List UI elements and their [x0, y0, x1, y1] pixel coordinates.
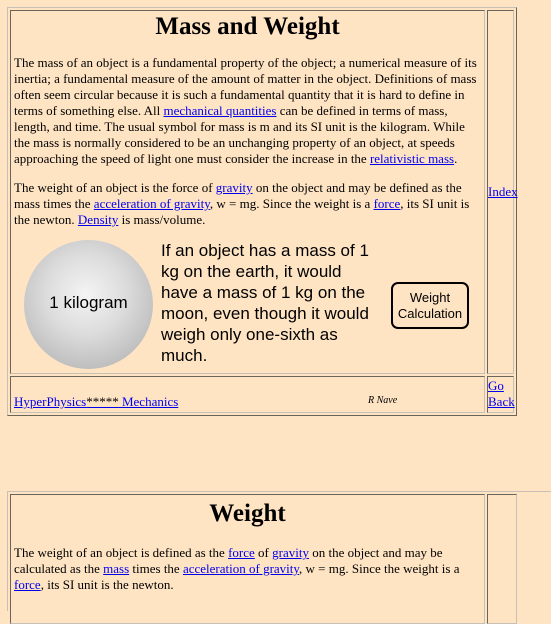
main-content-cell: [10, 10, 485, 374]
weight-definition-paragraph: [14, 180, 478, 228]
w-text-4: times the: [129, 561, 183, 576]
weight-text-3: , w = mg. Since the weight is a: [209, 196, 374, 211]
mass-and-weight-table: [7, 7, 517, 416]
w-text-3: on the object and may be calculated as the: [14, 545, 443, 576]
density-link[interactable]: Density: [77, 212, 119, 227]
mechanical-quantities-link[interactable]: mechanical quantities: [163, 103, 277, 118]
force-link-2[interactable]: force: [228, 545, 255, 560]
force-link-3[interactable]: force: [14, 577, 41, 592]
w-text-2: of: [254, 545, 273, 560]
weight-title: Weight: [209, 500, 286, 527]
gravity-link-2[interactable]: gravity: [272, 545, 309, 560]
acceleration-of-gravity-link-2[interactable]: acceleration of gravity: [182, 561, 300, 576]
moon-mass-note: If an object has a mass of 1 kg on the earth, it would have a mass of 1 kg on the moon, even though it would weigh only one-sixth as much.: [161, 241, 369, 365]
relativistic-mass-link[interactable]: relativistic mass: [369, 151, 455, 166]
gravity-link[interactable]: gravity: [215, 180, 253, 195]
weight-side-cell: [487, 494, 517, 624]
sphere-label: 1 kilogram: [49, 293, 128, 312]
acceleration-of-gravity-link[interactable]: acceleration of gravity: [93, 196, 210, 211]
hyperphysics-stars: *****: [86, 394, 119, 409]
hyperphysics-link[interactable]: [14, 394, 178, 409]
weight-content-cell: [10, 494, 485, 624]
go-back-link[interactable]: Go Back: [488, 378, 515, 409]
page-title: Mass and Weight: [155, 13, 340, 40]
weight-table: [7, 491, 551, 611]
go-back-cell: [487, 376, 514, 413]
weight-paragraph: [14, 545, 478, 593]
weight-text-4: , its SI unit is the newton.: [14, 196, 470, 227]
mechanics-label: Mechanics: [118, 394, 179, 409]
kilogram-sphere-image: [24, 240, 153, 369]
side-nav-cell: [487, 10, 518, 374]
footer-cell: [10, 376, 485, 413]
weight-text-2: on the object and may be defined as the mass times the: [14, 180, 462, 211]
footer-links: [14, 394, 178, 410]
mass-text-1: The mass of an object is a fundamental property of the object; a numerical measure of its inertia; a fundamental measure of the amount of matter in the object. Definitions of mass often seem circular because it is such a fundamental quantity that it is hard to define in terms of something else. All: [14, 55, 477, 118]
weight-calculation-label: Weight Calculation: [397, 289, 463, 321]
mass-text-3: .: [454, 151, 458, 166]
hyperphysics-label: HyperPhysics: [14, 394, 87, 409]
mass-link[interactable]: mass: [103, 561, 130, 576]
w-text-6: , its SI unit is the newton.: [40, 577, 174, 592]
force-link[interactable]: force: [373, 196, 401, 211]
mass-definition-paragraph: [14, 55, 478, 167]
index-link[interactable]: Index: [488, 184, 518, 199]
w-text-1: The weight of an object is defined as the: [14, 545, 229, 560]
w-text-5: , w = mg. Since the weight is a: [299, 561, 460, 576]
weight-text-5: is mass/volume.: [118, 212, 206, 227]
author-credit: R Nave: [368, 395, 398, 406]
mass-text-2: can be defined in terms of mass, length, and time. The usual symbol for mass is m and its SI unit is the kilogram. While the mass is normally considered to be an unchanging property of an object, at speeds approaching the speed of light one must consider the increase in the: [14, 103, 465, 166]
weight-text-1: The weight of an object is the force of: [14, 180, 216, 195]
weight-calculation-button[interactable]: [391, 282, 469, 329]
